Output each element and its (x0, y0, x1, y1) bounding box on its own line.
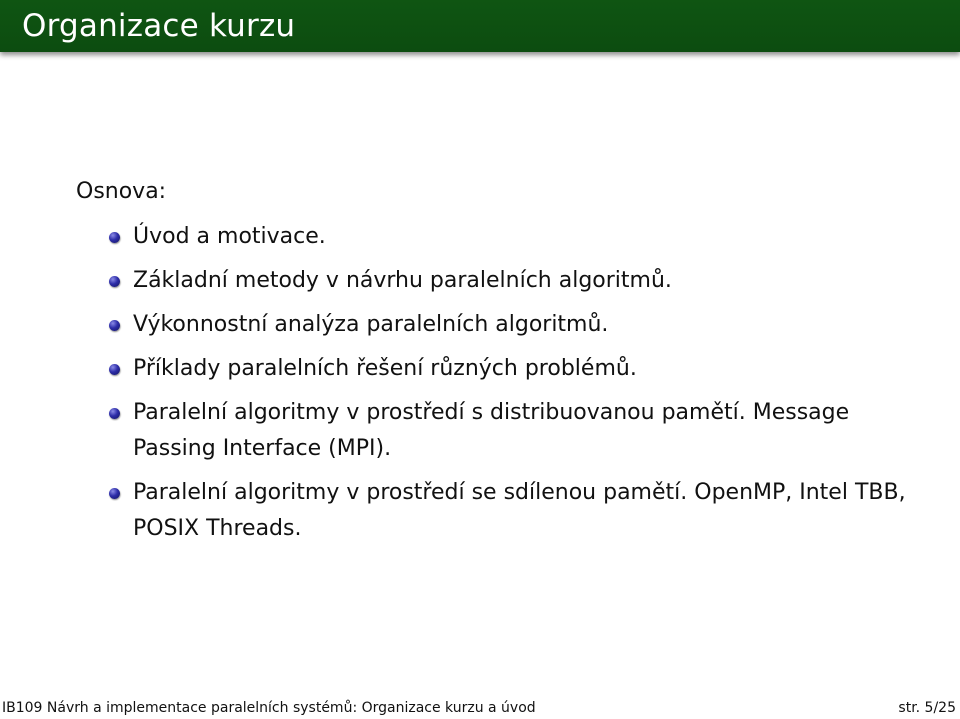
slide-footer (0, 697, 960, 719)
outline-list (76, 219, 936, 547)
title-bar (0, 0, 960, 52)
list-item-text: Úvod a motivace. (133, 224, 326, 249)
slide-content (76, 175, 936, 555)
slide-title: Organizace kurzu (22, 8, 296, 44)
list-item (76, 395, 936, 467)
list-item-text: Výkonnostní analýza paralelních algoritmů. (133, 312, 609, 337)
list-item (76, 263, 936, 299)
ball-bullet-icon (109, 408, 120, 419)
ball-bullet-icon (109, 364, 120, 375)
list-item-text: Základní metody v návrhu paralelních algoritmů. (133, 268, 672, 293)
page-number: str. 5/25 (898, 700, 956, 716)
list-item (76, 475, 936, 547)
list-item (76, 307, 936, 343)
ball-bullet-icon (109, 488, 120, 499)
ball-bullet-icon (109, 232, 120, 243)
list-item-text: Paralelní algoritmy v prostředí s distribuovanou pamětí. Message Passing Interface (MPI). (133, 400, 850, 461)
list-item-text: Příklady paralelních řešení různých problémů. (133, 356, 637, 381)
ball-bullet-icon (109, 276, 120, 287)
ball-bullet-icon (109, 320, 120, 331)
outline-heading: Osnova: (76, 179, 167, 204)
list-item-text: Paralelní algoritmy v prostředí se sdílenou pamětí. OpenMP, Intel TBB, POSIX Threads. (133, 480, 906, 541)
footer-course-info: IB109 Návrh a implementace paralelních systémů: Organizace kurzu a úvod (2, 700, 536, 716)
list-item (76, 219, 936, 255)
list-item (76, 351, 936, 387)
